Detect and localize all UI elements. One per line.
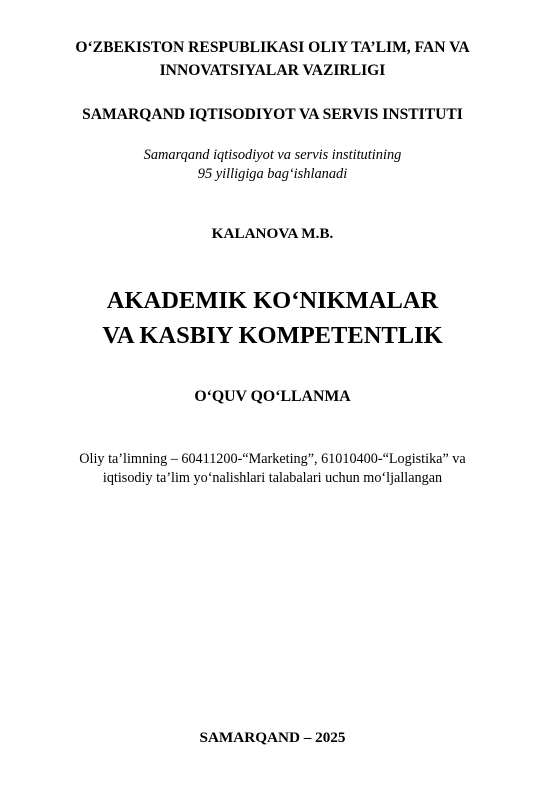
dedication-line-2: 95 yilligiga bag‘ishlanadi <box>197 166 348 182</box>
intended-audience-line-1: Oliy ta’limning – 60411200-“Marketing”, 61010400-“Logistika” va <box>79 451 466 467</box>
document-type: O‘QUV QO‘LLANMA <box>194 388 351 405</box>
dedication <box>0 146 545 184</box>
book-title-line-1: AKADEMIK KO‘NIKMALAR <box>106 287 439 314</box>
ministry-heading <box>0 36 545 82</box>
intended-audience-line-2: iqtisodiy ta’lim yo‘nalishlari talabalari uchun mo‘ljallangan <box>102 470 443 486</box>
intended-audience <box>0 450 545 488</box>
author-name: KALANOVA M.B. <box>211 225 334 242</box>
book-title-line-2: VA KASBIY KOMPETENTLIK <box>102 322 443 349</box>
ministry-line-2: INNOVATSIYALAR VAZIRLIGI <box>159 62 386 79</box>
book-title <box>0 283 545 353</box>
institute-name: SAMARQAND IQTISODIYOT VA SERVIS INSTITUTI <box>82 106 463 123</box>
city-and-year: SAMARQAND – 2025 <box>199 729 346 746</box>
ministry-line-1: O‘ZBEKISTON RESPUBLIKASI OLIY TA’LIM, FAN VA <box>75 39 470 56</box>
dedication-line-1: Samarqand iqtisodiyot va servis institutining <box>143 147 402 163</box>
